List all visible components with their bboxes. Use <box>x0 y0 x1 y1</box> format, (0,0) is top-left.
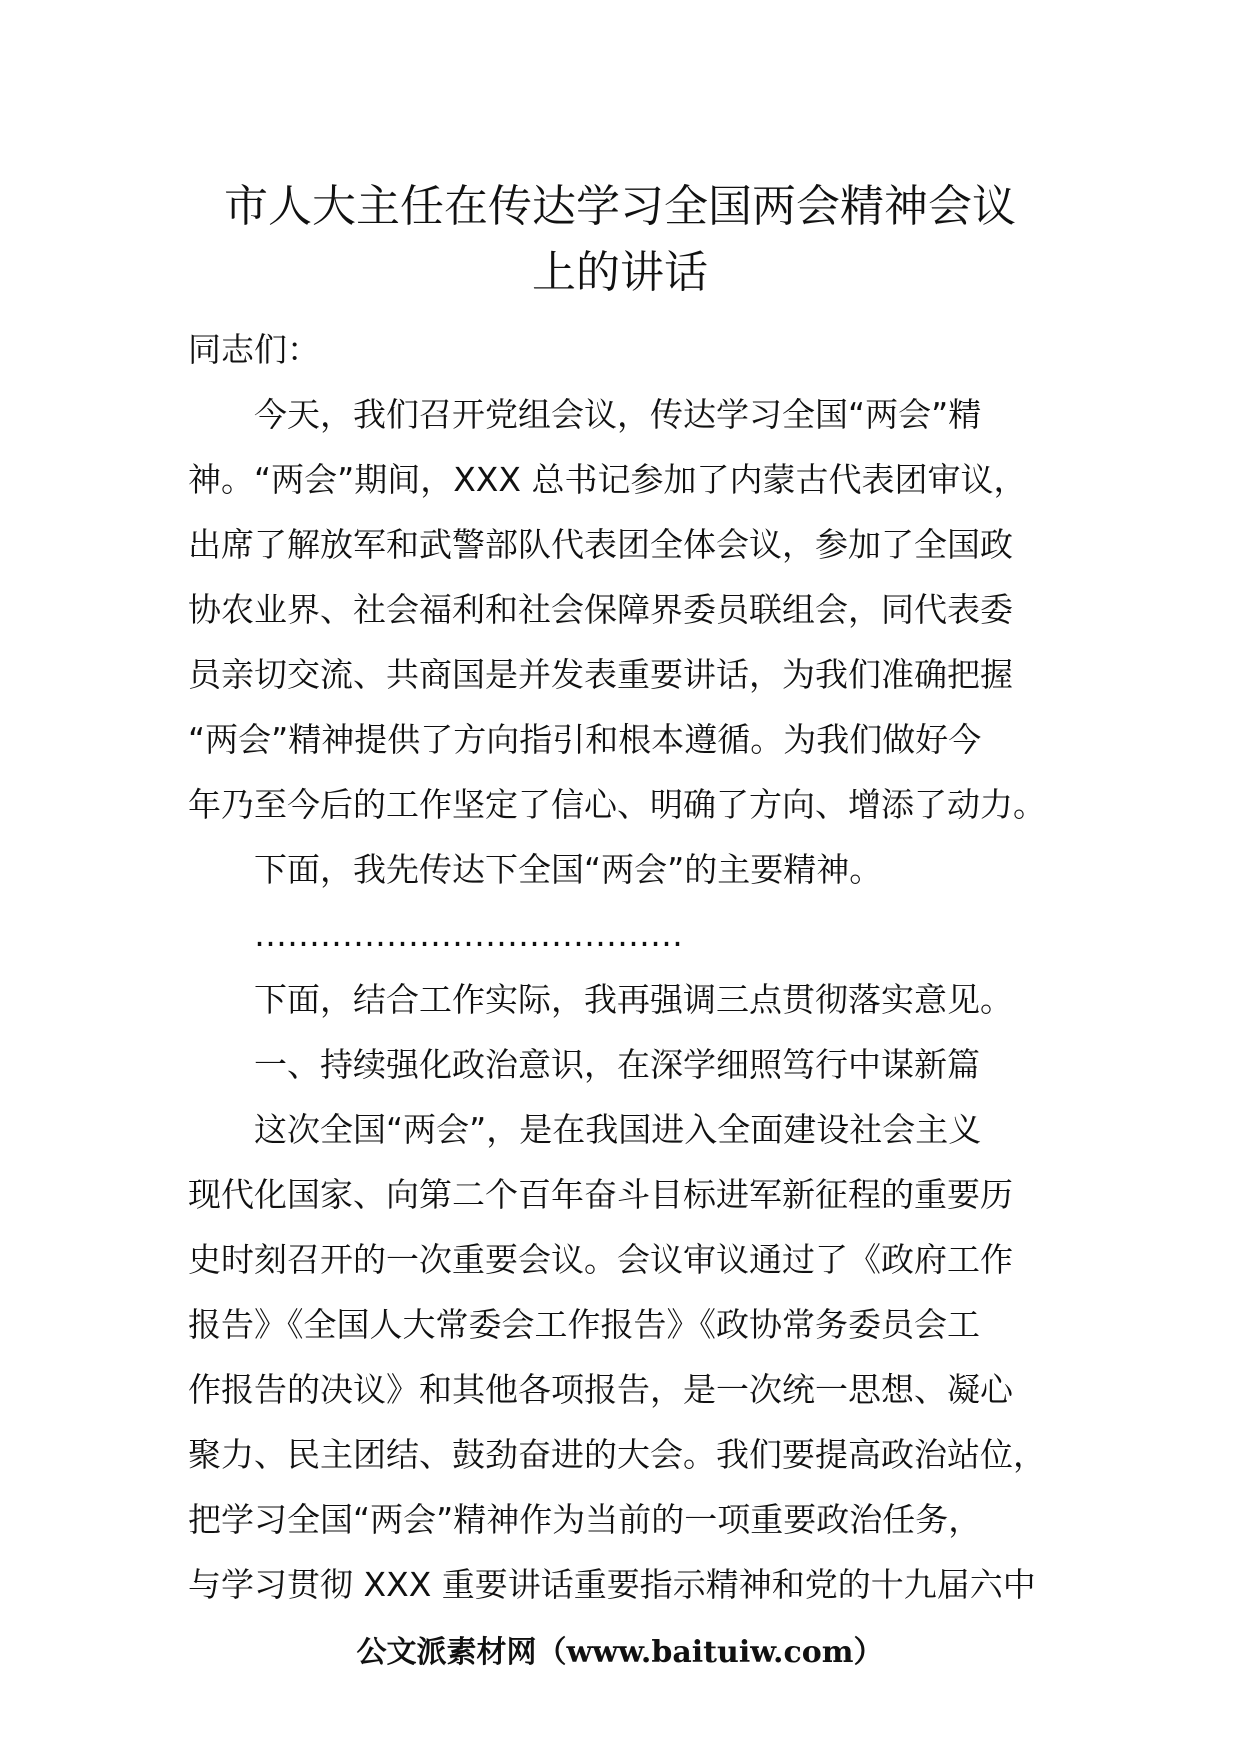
body-line: 协农业界、社会福利和社会保障界委员联组会，同代表委 <box>188 590 1013 629</box>
body-line: 今天，我们召开党组会议，传达学习全国“两会”精 <box>254 395 982 434</box>
body-line: 报告》《全国人大常委会工作报告》《政协常务委员会工 <box>188 1305 980 1344</box>
body-line: 神。“两会”期间，XXX 总书记参加了内蒙古代表团审议， <box>188 460 1027 499</box>
body-line: 现代化国家、向第二个百年奋斗目标进军新征程的重要历 <box>188 1175 1013 1214</box>
body-line: 这次全国“两会”，是在我国进入全面建设社会主义 <box>254 1110 982 1149</box>
body-line: 下面，结合工作实际，我再强调三点贯彻落实意见。 <box>254 980 1013 1019</box>
body-line: 出席了解放军和武警部队代表团全体会议，参加了全国政 <box>188 525 1013 564</box>
document-title-line-1: 市人大主任在传达学习全国两会精神会议 <box>224 181 1016 232</box>
section-heading: 一、持续强化政治意识，在深学细照笃行中谋新篇 <box>254 1045 980 1084</box>
body-line: “两会”精神提供了方向指引和根本遵循。为我们做好今 <box>188 720 982 759</box>
body-line: 员亲切交流、共商国是并发表重要讲话，为我们准确把握 <box>188 655 1013 694</box>
body-line: 聚力、民主团结、鼓劲奋进的大会。我们要提高政治站位， <box>188 1435 1046 1474</box>
footer-watermark: 公文派素材网（www.baituiw.com） <box>356 1635 884 1670</box>
body-line: 下面，我先传达下全国“两会”的主要精神。 <box>254 850 883 889</box>
ellipsis-line: ………………………………… <box>254 915 683 954</box>
body-line: 把学习全国“两会”精神作为当前的一项重要政治任务， <box>188 1500 982 1539</box>
body-line: 史时刻召开的一次重要会议。会议审议通过了《政府工作 <box>188 1240 1013 1279</box>
body-line: 与学习贯彻 XXX 重要讲话重要指示精神和党的十九届六中 <box>188 1565 1036 1604</box>
salutation: 同志们： <box>188 330 320 369</box>
body-line: 作报告的决议》和其他各项报告，是一次统一思想、凝心 <box>188 1370 1013 1409</box>
document-title-line-2: 上的讲话 <box>532 247 708 298</box>
body-line: 年乃至今后的工作坚定了信心、明确了方向、增添了动力。 <box>188 785 1046 824</box>
